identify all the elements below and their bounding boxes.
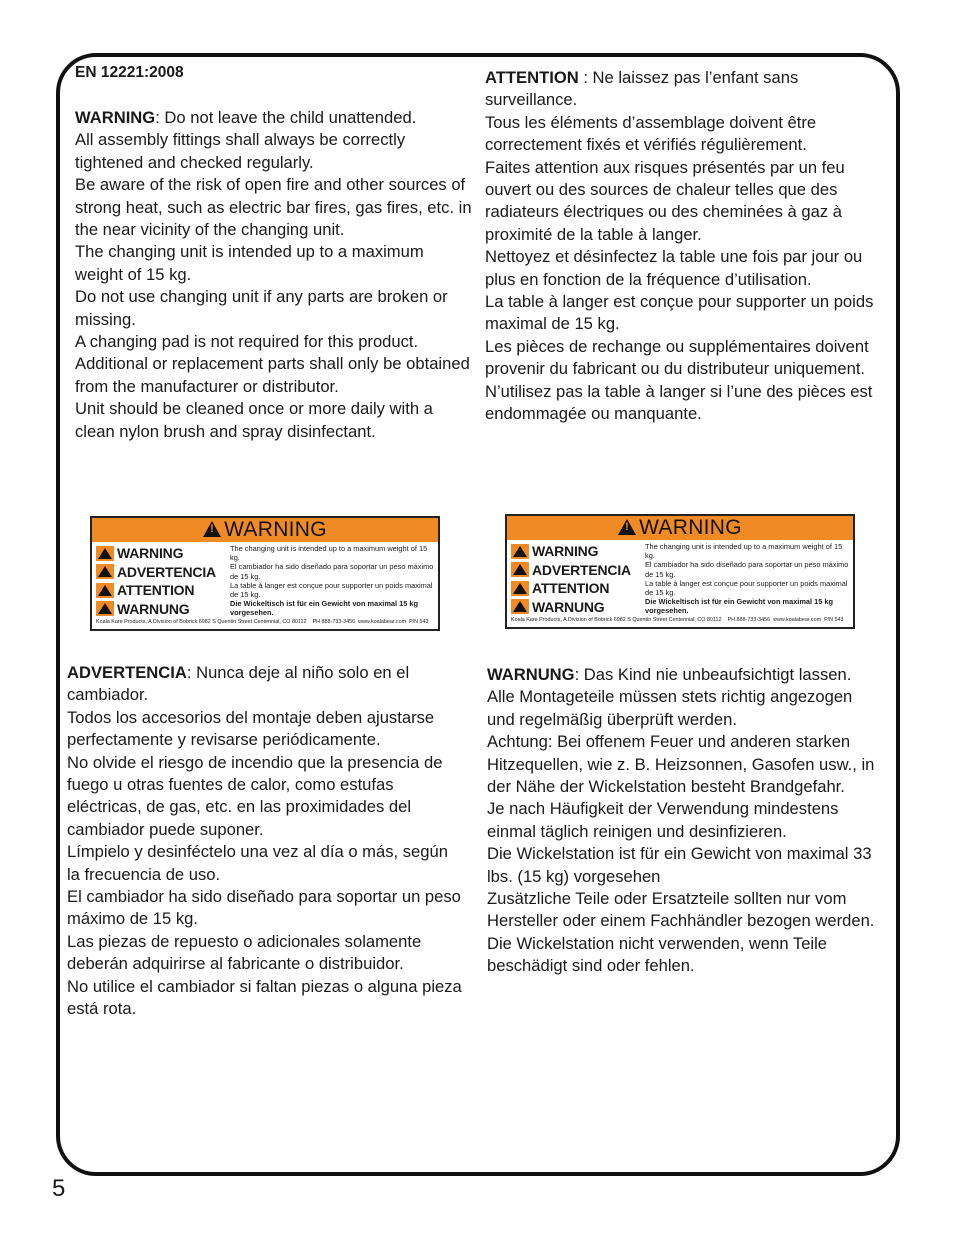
label-lang: WARNUNG — [117, 600, 190, 617]
spanish-line: No olvide el riesgo de incendio que la presencia de fuego u otras fuentes de calor, como estufas eléctricas, de gas, etc. en las proximidades del cambiador puede suponer. — [67, 752, 443, 839]
label-lang: ADVERTENCIA — [117, 563, 216, 580]
english-line: All assembly fittings shall always be correctly tightened and checked regularly. — [75, 130, 406, 172]
english-line: The changing unit is intended up to a maximum weight of 15 kg. — [75, 242, 424, 284]
warning-triangle-icon — [203, 521, 221, 537]
warning-label-header — [507, 516, 853, 540]
german-heading: WARNUNG — [487, 665, 575, 684]
warning-label-header — [92, 518, 438, 542]
german-line: Achtung: Bei offenem Feuer und anderen starken Hitzequellen, wie z. B. Heizsonnen, Gasofen usw., in der Nähe der Wickelstation besteht Brandgefahr. — [487, 732, 875, 797]
german-line: Die Wickelstation nicht verwenden, wenn Teile beschädigt sind oder fehlen. — [487, 933, 828, 976]
english-line: A changing pad is not required for this product. — [75, 332, 419, 352]
french-line: Les pièces de rechange ou supplémentaires doivent provenir du fabricant ou du distributeur uniquement. — [485, 336, 869, 379]
french-line: N’utilisez pas la table à langer si l’une des pièces est endommagée ou manquante. — [485, 381, 873, 424]
label-text: The changing unit is intended up to a maximum weight of 15 kg. — [230, 544, 428, 563]
label-text: El cambiador ha sido diseñado para soportar un peso máximo de 15 kg. — [645, 560, 849, 579]
label-footer: Koala Kare Products, A Division of Bobrick 6982 S Quentin Street Centennial, CO 80112 PH 888-733-3456 www.koalabear.com P/N 543 — [511, 617, 844, 623]
english-heading: WARNING — [75, 108, 156, 127]
french-heading: ATTENTION — [485, 68, 579, 87]
warning-triangle-icon — [96, 564, 114, 579]
spanish-line: El cambiador ha sido diseñado para soportar un peso máximo de 15 kg. — [67, 887, 461, 929]
label-lang: ADVERTENCIA — [532, 561, 631, 578]
spanish-section — [67, 662, 462, 1021]
english-line: Be aware of the risk of open fire and other sources of strong heat, such as electric bar fires, gas fires, etc. in the near vicinity of the changing unit. — [75, 175, 472, 240]
label-lang: ATTENTION — [532, 580, 610, 597]
warning-triangle-icon — [511, 544, 529, 559]
spanish-line: No utilice el cambiador si faltan piezas o alguna pieza está rota. — [67, 976, 462, 1019]
label-text: Die Wickeltisch ist für ein Gewicht von maximal 15 kg vorgesehen. — [645, 597, 834, 616]
spanish-intro: : Nunca deje al niño solo en el cambiador. — [67, 663, 410, 705]
label-lang: WARNUNG — [532, 598, 605, 615]
german-line: Alle Montageteile müssen stets richtig angezogen und regelmäßig überprüft werden. — [487, 687, 853, 729]
french-line: La table à langer est conçue pour supporter un poids maximal de 15 kg. — [485, 292, 874, 334]
warning-label-title: WARNING — [224, 518, 327, 541]
warning-triangle-icon — [96, 583, 114, 598]
german-intro: : Das Kind nie unbeaufsichtigt lassen. — [574, 665, 852, 684]
warning-triangle-icon — [511, 562, 529, 577]
german-section — [487, 664, 882, 978]
warning-triangle-icon — [618, 519, 636, 535]
warning-label — [505, 514, 855, 629]
label-text: La table à langer est conçue pour supporter un poids maximal de 15 kg. — [230, 580, 433, 600]
english-line: Do not use changing unit if any parts are broken or missing. — [75, 287, 448, 329]
warning-triangle-icon — [511, 581, 529, 596]
label-lang: ATTENTION — [117, 582, 195, 599]
label-text: El cambiador ha sido diseñado para soportar un peso máximo de 15 kg. — [230, 562, 434, 581]
warning-label-title: WARNING — [639, 516, 742, 539]
english-line: Unit should be cleaned once or more daily with a clean nylon brush and spray disinfectant. — [75, 399, 433, 441]
label-footer: Koala Kare Products, A Division of Bobrick 6982 S Quentin Street Centennial, CO 80112 PH 888-733-3456 www.koalabear.com P/N 543 — [96, 619, 429, 625]
english-section — [75, 107, 473, 443]
french-line: Faites attention aux risques présentés par un feu ouvert ou des sources de chaleur telles que des radiateurs électriques ou des cheminées à gaz à proximité de la table à langer. — [485, 157, 845, 244]
page-number: 5 — [52, 1175, 66, 1202]
warning-triangle-icon — [96, 601, 114, 616]
spanish-line: Límpielo y desinféctelo una vez al día o más, según la frecuencia de uso. — [67, 842, 448, 884]
spanish-heading: ADVERTENCIA — [67, 663, 187, 682]
french-line: Tous les éléments d’assemblage doivent être correctement fixés et vérifiés régulièrement. — [485, 112, 817, 155]
french-section — [485, 67, 885, 426]
spanish-line: Todos los accesorios del montaje deben ajustarse perfectamente y revisarse periódicamente. — [67, 707, 435, 750]
standard-heading: EN 12221:2008 — [75, 64, 184, 81]
english-line: Additional or replacement parts shall only be obtained from the manufacturer or distributor. — [75, 354, 470, 396]
french-intro: : Ne laissez pas l’enfant sans surveillance. — [485, 68, 799, 110]
label-text: The changing unit is intended up to a maximum weight of 15 kg. — [645, 542, 843, 561]
warning-triangle-icon — [511, 599, 529, 614]
french-line: Nettoyez et désinfectez la table une fois par jour ou plus en fonction de la fréquence d’utilisation. — [485, 247, 863, 289]
german-line: Zusätzliche Teile oder Ersatzteile sollten nur vom Hersteller oder einem Fachhändler bezogen werden. — [487, 889, 875, 931]
german-line: Die Wickelstation ist für ein Gewicht von maximal 33 lbs. (15 kg) vorgesehen — [487, 844, 872, 886]
label-lang: WARNING — [532, 543, 599, 560]
label-text: Die Wickeltisch ist für ein Gewicht von maximal 15 kg vorgesehen. — [230, 599, 419, 618]
german-line: Je nach Häufigkeit der Verwendung mindestens einmal täglich reinigen und desinfizieren. — [487, 799, 839, 841]
warning-triangle-icon — [96, 546, 114, 561]
label-lang: WARNING — [117, 545, 184, 562]
warning-label — [90, 516, 440, 631]
spanish-line: Las piezas de repuesto o adicionales solamente deberán adquirirse al fabricante o distribuidor. — [67, 931, 422, 974]
label-text: La table à langer est conçue pour supporter un poids maximal de 15 kg. — [645, 578, 848, 598]
english-intro: : Do not leave the child unattended. — [155, 108, 417, 127]
